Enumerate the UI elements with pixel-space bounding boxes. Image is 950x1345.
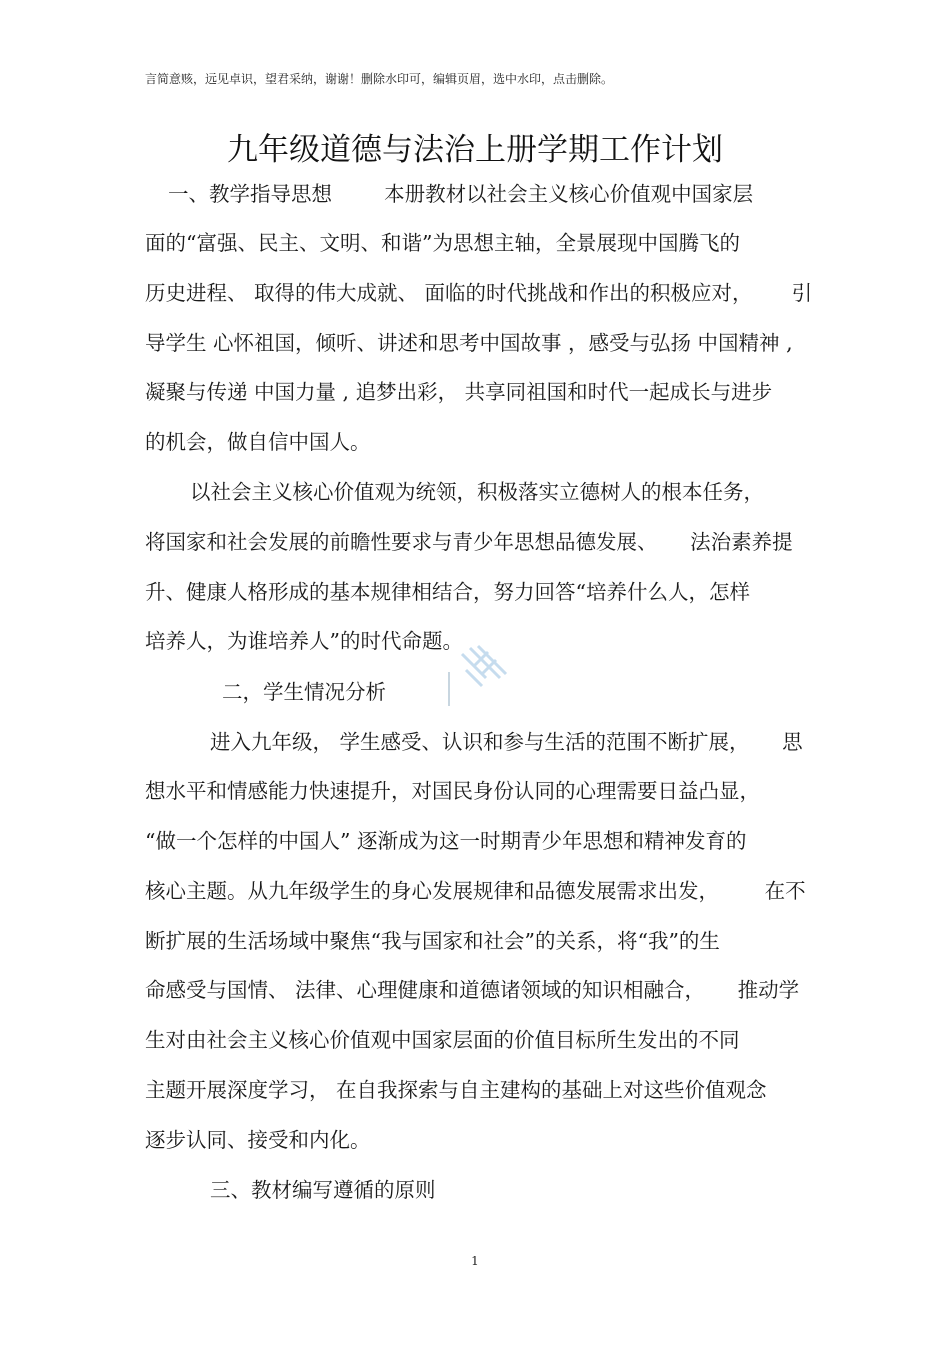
paragraph-line: 以社会主义核心价值观为统领，积极落实立德树人的根本任务， bbox=[190, 480, 764, 504]
paragraph-line: 历史进程、 取得的伟大成就、 面临的时代挑战和作出的积极应对， 引 bbox=[145, 281, 813, 305]
paragraph-line: “做一个怎样的中国人” 逐渐成为这一时期青少年思想和精神发育的 bbox=[145, 829, 747, 853]
paragraph-line: 核心主题。从九年级学生的身心发展规律和品德发展需求出发， 在不 bbox=[145, 879, 806, 903]
section-heading-guiding-thought: 一、教学指导思想 本册教材以社会主义核心价值观中国家层 bbox=[168, 182, 754, 206]
paragraph-line: 主题开展深度学习， 在自我探索与自主建构的基础上对这些价值观念 bbox=[145, 1078, 767, 1102]
header-watermark-note: 言简意赅，远见卓识，望君采纳，谢谢！删除水印可，编辑页眉，选中水印，点击删除。 bbox=[145, 72, 614, 86]
section-heading-textbook-principles: 三、教材编写遵循的原则 bbox=[210, 1178, 436, 1202]
watermark-bar bbox=[448, 672, 450, 706]
paragraph-line: 断扩展的生活场域中聚焦“我与国家和社会”的关系，将“我”的生 bbox=[145, 929, 720, 953]
paragraph-line: 凝聚与传递 中国力量 , 追梦出彩， 共享同祖国和时代一起成长与进步 bbox=[145, 380, 773, 404]
paragraph-line: 逐步认同、接受和内化。 bbox=[145, 1128, 371, 1152]
paragraph-line: 生对由社会主义核心价值观中国家层面的价值目标所生发出的不同 bbox=[145, 1028, 740, 1052]
document-title: 九年级道德与法治上册学期工作计划 bbox=[227, 132, 723, 168]
paragraph-line: 进入九年级， 学生感受、认识和参与生活的范围不断扩展， 思 bbox=[210, 730, 803, 754]
paragraph-line: 培养人，为谁培养人”的时代命题。 bbox=[145, 629, 463, 653]
paragraph-line: 的机会，做自信中国人。 bbox=[145, 430, 371, 454]
paragraph-line: 导学生 心怀祖国，倾听、讲述和思考中国故事 ，感受与弘扬 中国精神 , bbox=[145, 331, 793, 355]
paragraph-line: 想水平和情感能力快速提升，对国民身份认同的心理需要日益凸显， bbox=[145, 779, 760, 803]
paragraph-line: 升、健康人格形成的基本规律相结合，努力回答“培养什么人，怎样 bbox=[145, 580, 750, 604]
paragraph-line: 命感受与国情、 法律、心理健康和道德诸领域的知识相融合， 推动学 bbox=[145, 978, 800, 1002]
watermark-stamp-icon bbox=[452, 640, 512, 700]
section-heading-student-analysis: 二，学生情况分析 bbox=[222, 680, 386, 704]
paragraph-line: 面的“富强、民主、文明、和谐”为思想主轴，全景展现中国腾飞的 bbox=[145, 231, 740, 255]
paragraph-line: 将国家和社会发展的前瞻性要求与青少年思想品德发展、 法治素养提 bbox=[145, 530, 793, 554]
page-number: 1 bbox=[471, 1254, 479, 1268]
